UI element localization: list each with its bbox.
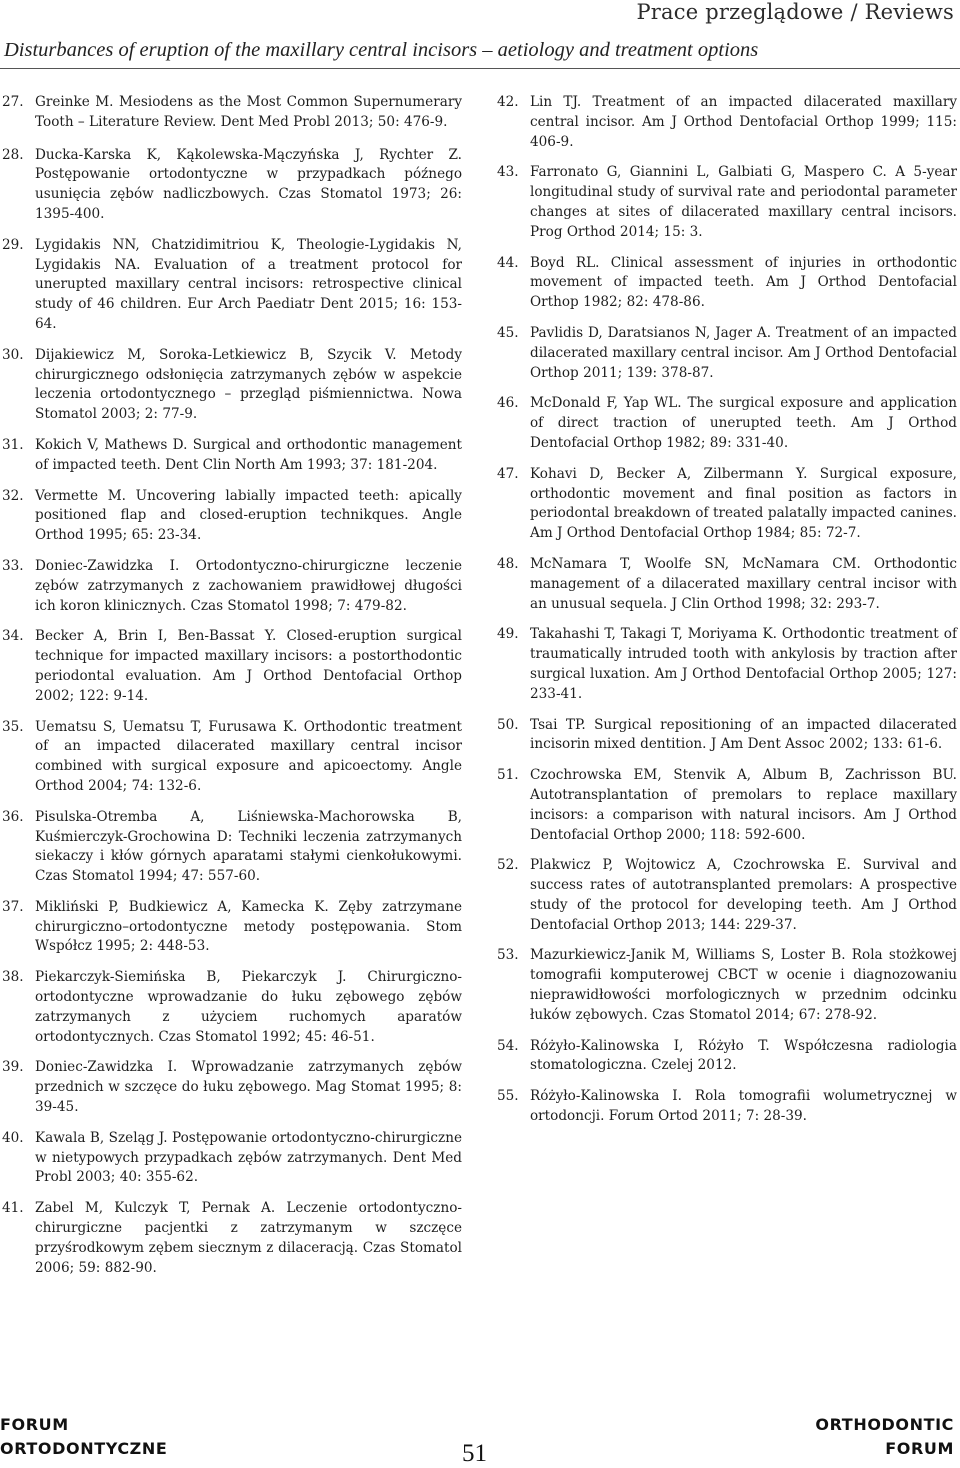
references-left-column — [2, 93, 462, 1289]
reference-item — [2, 236, 462, 335]
reference-number: 48. — [497, 555, 519, 572]
reference-number: 41. — [2, 1200, 24, 1217]
reference-text: Kohavi D, Becker A, Zilbermann Y. Surgical exposure, orthodontic movement and final position as factors in periodontal breakdown of treated palatally impacted canines. Am J Orthod Dentofacial Orthop 1984; 85: 72-7. — [530, 465, 957, 542]
reference-item — [497, 766, 957, 845]
reference-item — [2, 968, 462, 1047]
reference-number: 43. — [497, 164, 519, 181]
reference-item — [2, 557, 462, 616]
reference-number: 54. — [497, 1037, 519, 1054]
reference-item — [2, 346, 462, 425]
reference-text: Zabel M, Kulczyk T, Pernak A. Leczenie ortodontyczno-chirurgiczne pacjentki z zatrzymanym w szczęce przyśrodkowym zębem siecznym z dilaceracją. Czas Stomatol 2006; 59: 882-90. — [35, 1200, 462, 1276]
reference-item — [2, 146, 462, 225]
reference-number: 28. — [2, 146, 24, 163]
reference-text: Tsai TP. Surgical repositioning of an impacted dilacerated incisorin mixed dentition. J Am Dent Assoc 2002; 133: 61-6. — [530, 716, 957, 753]
reference-number: 53. — [497, 947, 519, 964]
reference-item — [2, 1129, 462, 1188]
reference-item — [497, 1087, 957, 1127]
footer-journal-name-pl-line2: ORTODONTYCZNE — [0, 1439, 168, 1458]
reference-text: Lygidakis NN, Chatzidimitriou K, Theologie-Lygidakis N, Lygidakis NA. Evaluation of a treatment protocol for unerupted maxillary central incisors: retrospective clinical study of 46 children. Eur Arch Paediatr Dent 2015; 16: 153-64. — [35, 236, 462, 332]
reference-text: Greinke M. Mesiodens as the Most Common Supernumerary Tooth – Literature Review. Dent Med Probl 2013; 50: 476-9. — [35, 94, 462, 130]
reference-item — [2, 1199, 462, 1278]
reference-text: Piekarczyk-Siemińska B, Piekarczyk J. Chirurgiczno-ortodontyczne wprowadzanie do łuku zębowego zębów zatrzymanych z użyciem ruchomych aparatów ortodontycznych. Czas Stomatol 1992; 45: 46-51. — [35, 969, 462, 1045]
reference-text: Czochrowska EM, Stenvik A, Album B, Zachrisson BU. Autotransplantation of premolars to replace maxillary incisors: a comparison with natural incisors. Am J Orthod Dentofacial Orthop 2000; 118: 592-600. — [530, 767, 957, 843]
reference-item — [2, 718, 462, 797]
reference-number: 51. — [497, 767, 519, 784]
reference-text: Mazurkiewicz-Janik M, Williams S, Loster B. Rola stożkowej tomografii komputerowej CBCT w ocenie i diagnozowaniu nieprawidłowości morfologicznych w przednim odcinku łuków zębowych. Czas Stomatol 2014; 67: 278-92. — [530, 947, 957, 1023]
reference-number: 55. — [497, 1088, 519, 1105]
reference-text: Doniec-Zawidzka I. Ortodontyczno-chirurgiczne leczenie zębów zatrzymanych z zachowaniem prawidłowej długości ich koron klinicznych. Czas Stomatol 1998; 7: 479-82. — [35, 557, 462, 614]
footer-journal-name-en-line1: ORTHODONTIC — [815, 1415, 954, 1434]
reference-text: Różyło-Kalinowska I, Różyło T. Współczesna radiologia stomatologiczna. Czelej 2012. — [530, 1037, 957, 1074]
reference-number: 50. — [497, 716, 519, 733]
reference-item — [497, 716, 957, 756]
reference-number: 38. — [2, 969, 24, 986]
reference-item — [2, 1058, 462, 1117]
reference-number: 30. — [2, 346, 24, 363]
reference-number: 44. — [497, 254, 519, 271]
reference-text: Plakwicz P, Wojtowicz A, Czochrowska E. Survival and success rates of autotransplanted premolars: A prospective study of the protocol for developing teeth. Am J Orthod Dentofacial Orthop 2013; 144: 229-37. — [530, 857, 957, 933]
reference-number: 40. — [2, 1129, 24, 1146]
reference-text: Becker A, Brin I, Ben-Bassat Y. Closed-eruption surgical technique for impacted maxillary incisors: a postorthodontic periodontal evaluation. Am J Orthod Dentofacial Orthop 2002; 122: 9-14. — [35, 628, 462, 704]
section-label: Prace przeglądowe / Reviews — [636, 0, 954, 24]
reference-text: McNamara T, Woolfe SN, McNamara CM. Orthodontic management of a dilacerated maxillary central incisor with an unusual sequela. J Clin Orthod 1998; 32: 293-7. — [530, 555, 957, 612]
reference-number: 39. — [2, 1059, 24, 1076]
reference-item — [497, 163, 957, 242]
reference-item — [2, 898, 462, 957]
reference-text: Kawala B, Szeląg J. Postępowanie ortodontyczno-chirurgiczne w nietypowych przypadkach zębów zatrzymanych. Dent Med Probl 2003; 40: 355-62. — [35, 1129, 462, 1186]
reference-text: Vermette M. Uncovering labially impacted teeth: apically positioned flap and closed-eruption technikques. Angle Orthod 1995; 65: 23-34. — [35, 487, 462, 544]
reference-text: Mikliński P, Budkiewicz A, Kamecka K. Zęby zatrzymane chirurgiczno–ortodontyczne metody postępowania. Stom Współcz 1995; 2: 448-53. — [35, 898, 462, 955]
reference-text: Dijakiewicz M, Soroka-Letkiewicz B, Szycik V. Metody chirurgicznego odsłonięcia zatrzymanych zębów w aspekcie leczenia ortodontycznego – przegląd piśmiennictwa. Nowa Stomatol 2003; 2: 77-9. — [35, 346, 462, 423]
reference-number: 35. — [2, 718, 24, 735]
reference-item — [497, 254, 957, 313]
reference-text: Uematsu S, Uematsu T, Furusawa K. Orthodontic treatment of an impacted dilacerated maxillary central incisor combined with surgical exposure and apicoectomy. Angle Orthod 2004; 74: 132-6. — [35, 718, 462, 794]
reference-number: 29. — [2, 236, 24, 253]
running-title: Disturbances of eruption of the maxillary central incisors – aetiology and treatment options — [4, 39, 759, 61]
reference-item — [2, 808, 462, 887]
reference-number: 34. — [2, 628, 24, 645]
reference-number: 46. — [497, 395, 519, 412]
reference-item — [497, 1037, 957, 1077]
reference-text: Różyło-Kalinowska I. Rola tomografii wolumetrycznej w ortodoncji. Forum Ortod 2011; 7: 28-39. — [530, 1088, 957, 1125]
reference-text: McDonald F, Yap WL. The surgical exposure and application of direct traction of unerupted teeth. Am J Orthod Dentofacial Orthop 1982; 89: 331-40. — [530, 395, 957, 451]
reference-text: Boyd RL. Clinical assessment of injuries in orthodontic movement of impacted teeth. Am J Orthod Dentofacial Orthop 1982; 82: 478-86. — [530, 254, 957, 311]
reference-item — [497, 625, 957, 704]
reference-number: 32. — [2, 487, 24, 504]
reference-number: 31. — [2, 436, 24, 453]
reference-item — [2, 487, 462, 546]
reference-text: Takahashi T, Takagi T, Moriyama K. Orthodontic treatment of traumatically intruded tooth with ankylosis by traction after surgical luxation. Am J Orthod Dentofacial Orthop 2005; 127: 233-41. — [530, 626, 957, 702]
reference-text: Lin TJ. Treatment of an impacted dilacerated maxillary central incisor. Am J Orthod Dentofacial Orthop 1999; 115: 406-9. — [530, 94, 957, 150]
reference-number: 36. — [2, 808, 24, 825]
reference-number: 47. — [497, 465, 519, 482]
reference-number: 27. — [2, 94, 24, 110]
reference-item — [497, 394, 957, 453]
reference-text: Farronato G, Giannini L, Galbiati G, Maspero C. A 5-year longitudinal study of survival rate and periodontal parameter changes at sites of dilacerated maxillary central incisors. Prog Orthod 2014; 15: 3. — [530, 164, 957, 240]
reference-item — [497, 946, 957, 1025]
reference-item — [2, 627, 462, 706]
reference-item — [497, 93, 957, 152]
reference-item — [497, 555, 957, 614]
reference-item — [497, 465, 957, 544]
header-divider — [0, 68, 960, 69]
reference-item — [2, 93, 462, 133]
reference-number: 33. — [2, 557, 24, 574]
reference-number: 42. — [497, 94, 519, 110]
reference-number: 45. — [497, 324, 519, 341]
reference-item — [497, 856, 957, 935]
footer-journal-name-en-line2: FORUM — [885, 1439, 954, 1458]
reference-text: Kokich V, Mathews D. Surgical and orthodontic management of impacted teeth. Dent Clin North Am 1993; 37: 181-204. — [35, 436, 462, 473]
reference-text: Doniec-Zawidzka I. Wprowadzanie zatrzymanych zębów przednich w szczęce do łuku zębowego. Mag Stomat 1995; 8: 39-45. — [35, 1059, 462, 1116]
reference-text: Pisulska-Otremba A, Liśniewska-Machorowska B, Kuśmierczyk-Grochowina D: Techniki leczenia zatrzymanych siekaczy i kłów górnych aparatami stałymi cienkołukowymi. Czas Stomatol 1994; 47: 557-60. — [35, 808, 462, 885]
reference-number: 37. — [2, 898, 24, 915]
references-right-column — [497, 93, 957, 1138]
reference-item — [497, 324, 957, 383]
reference-number: 52. — [497, 857, 519, 874]
reference-text: Pavlidis D, Daratsianos N, Jager A. Treatment of an impacted dilacerated maxillary central incisor. Am J Orthod Dentofacial Orthop 2011; 139: 378-87. — [530, 324, 957, 381]
footer-journal-name-pl-line1: FORUM — [0, 1415, 69, 1434]
reference-item — [2, 436, 462, 476]
reference-number: 49. — [497, 626, 519, 643]
page-number: 51 — [462, 1440, 487, 1467]
reference-text: Ducka-Karska K, Kąkolewska-Mączyńska J, Rychter Z. Postępowanie ortodontyczne w przypadkach późnego usunięcia zębów nadliczbowych. Czas Stomatol 1973; 26: 1395-400. — [35, 146, 462, 222]
